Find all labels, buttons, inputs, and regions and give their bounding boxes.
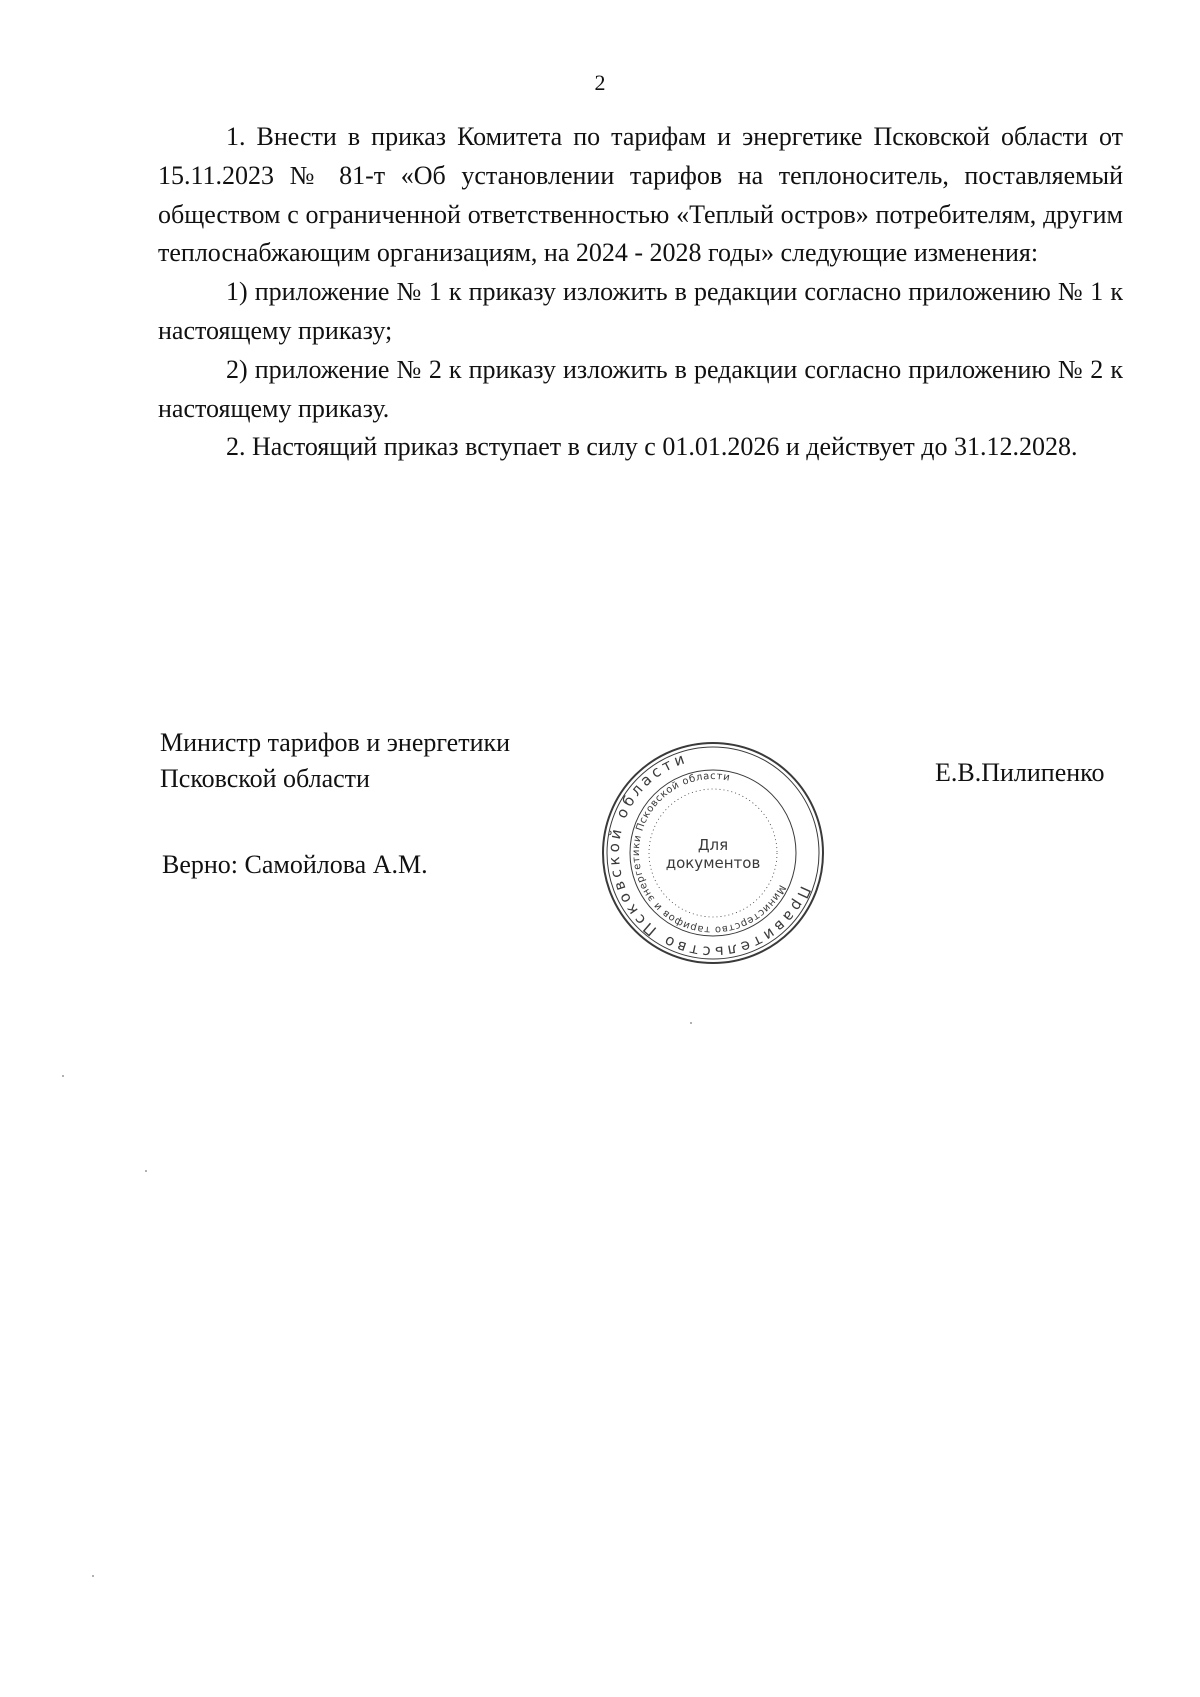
official-seal [600, 740, 826, 966]
scan-speck [690, 1022, 692, 1024]
document-body [158, 118, 1123, 467]
signatory-position [160, 725, 620, 797]
signatory-position-line-1: Министр тарифов и энергетики [160, 728, 511, 757]
seal-center-line-1: Для [697, 836, 729, 854]
scan-speck [92, 1575, 94, 1577]
seal-inner-text: Министерство тарифов и энергетики Псковской области [630, 770, 788, 936]
scan-speck [145, 1170, 147, 1172]
paragraph-appendix-1: 1) приложение № 1 к приказу изложить в редакции согласно приложению № 1 к настоящему приказу; [158, 277, 1123, 345]
paragraph-effective-date: 2. Настоящий приказ вступает в силу с 01.01.2026 и действует до 31.12.2028. [226, 432, 1078, 462]
certified-copy-note: Верно: Самойлова А.М. [162, 850, 428, 879]
seal-center-line-2: документов [665, 854, 761, 872]
signatory-position-line-2: Псковской области [160, 764, 370, 793]
scan-speck [62, 1075, 64, 1077]
paragraph-appendix-2: 2) приложение № 2 к приказу изложить в редакции согласно приложению № 2 к настоящему приказу. [158, 354, 1123, 423]
page-number: 2 [594, 70, 606, 95]
paragraph-amendment: 1. Внести в приказ Комитета по тарифам и энергетике Псковской области от 15.11.2023 № 81-т «Об установлении тарифов на теплоноситель, поставляемый обществом с ограниченной ответственностью «Теплый остров» потребителям, другим теплоснабжающим организациям, на 2024 - 2028 годы» следующие изменения: [158, 122, 1123, 268]
signatory-name: Е.В.Пилипенко [935, 758, 1105, 787]
seal-outer-text: Правительство Псковской области [604, 748, 815, 962]
